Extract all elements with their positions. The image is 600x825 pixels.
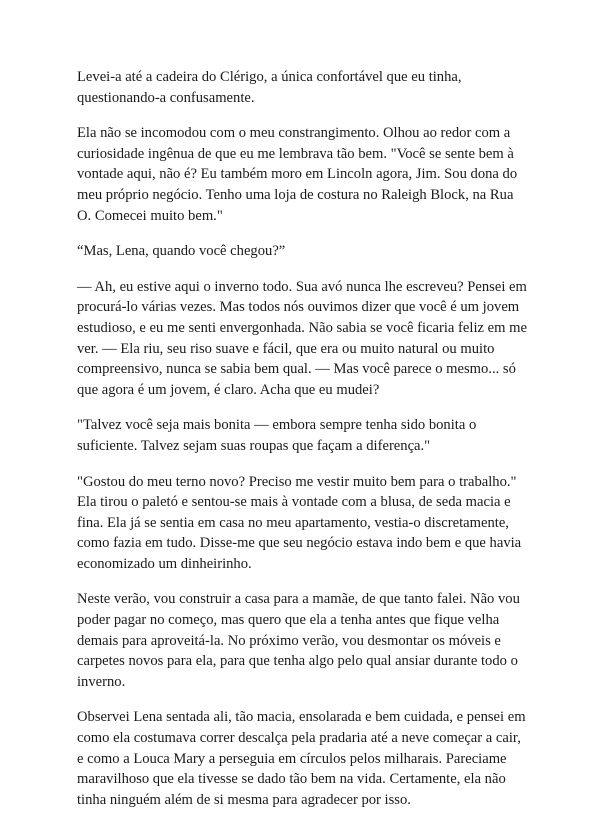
paragraph-2: Ela não se incomodou com o meu constrangimento. Olhou ao redor com a curiosidade ingênua de que eu me lembrava tão bem. "Você se sente bem à vontade aqui, não é? Eu também moro em Lincoln agora, Jim. Sou dona do meu próprio negócio. Tenho uma loja de costura no Raleigh Block, na Rua O. Comecei muito bem." bbox=[77, 125, 518, 224]
paragraph-4: — Ah, eu estive aqui o inverno todo. Sua avó nunca lhe escreveu? Pensei em procurá-lo várias vezes. Mas todos nós ouvimos dizer que você é um jovem estudioso, e eu me senti envergonhada. Não sabia se você ficaria feliz em me ver. — Ela riu, seu riso suave e fácil, que era ou muito natural ou muito compreensivo, nunca se sabia bem qual. — Mas você parece o mesmo... só que agora é um jovem, é claro. Acha que eu mudei? bbox=[77, 278, 527, 398]
paragraph-6: "Gostou do meu terno novo? Preciso me vestir muito bem para o trabalho." Ela tirou o paletó e sentou-se mais à vontade com a blusa, de seda macia e fina. Ela já se sentia em casa no meu apartamento, vestia-o discretamente, como fazia em tudo. Disse-me que seu negócio estava indo bem e que havia economizado um dinheirinho. bbox=[77, 473, 522, 572]
paragraph-7: Neste verão, vou construir a casa para a mamãe, de que tanto falei. Não vou poder pagar no começo, mas quero que ela a tenha antes que fique velha demais para aproveitá-la. No próximo verão, vou desmontar os móveis e carpetes novos para ela, para que tenha algo pelo qual ansiar durante todo o inverno. bbox=[77, 591, 520, 690]
paragraph-8: Observei Lena sentada ali, tão macia, ensolarada e bem cuidada, e pensei em como ela costumava correr descalça pela pradaria até a neve começar a cair, e como a Louca Mary a perseguia em círculos pelos milharais. Pareciame maravilhoso que ela tivesse se dado tão bem na vida. Certamente, ela não tinha ninguém além de si mesma para agradecer por isso. bbox=[77, 709, 526, 808]
paragraph-3: “Mas, Lena, quando você chegou?” bbox=[77, 243, 286, 260]
paragraph-1: Levei-a até a cadeira do Clérigo, a única confortável que eu tinha, questionando-a confusamente. bbox=[77, 69, 462, 106]
document-page bbox=[77, 67, 529, 825]
paragraph-5: "Talvez você seja mais bonita — embora sempre tenha sido bonita o suficiente. Talvez sejam suas roupas que façam a diferença." bbox=[77, 417, 477, 454]
